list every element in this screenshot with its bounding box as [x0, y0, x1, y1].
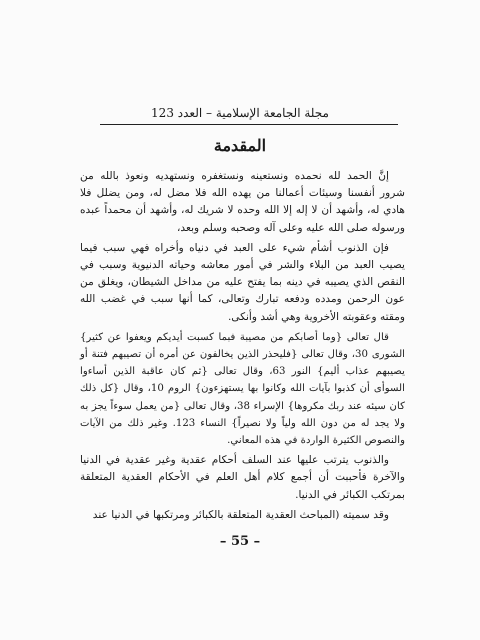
page-number: – 55 –: [219, 534, 261, 549]
paragraph-verses: قال تعالى {وما أصابكم من مصيبة فبما كسبت أيديكم ويعفوا عن كثير} الشورى 30، وقال تعالى {فليحذر الذين يخالفون عن أمره أن تصيبهم فتنة أو يصيبهم عذاب أليم} النور 63، وقال تعالى {ثم كان عاقبة الذين أساءوا السوأى أن كذبوا بآيات الله وكانوا بها يستهزءون} الروم 10، وقال {كل ذلك كان سيئه عند ربك مكروها} الإسراء 38، وقال تعالى {من يعمل سوءاً يجز به ولا يجد له من دون الله ولياً ولا نصيراً} النساء 123. وغير ذلك من الآيات والنصوص الكثيرة الواردة في هذه المعاني.: [80, 331, 406, 447]
paragraph-title-note: وقد سميته (المباحث العقدية المتعلقة بالكبائر ومرتكبها في الدنيا عند: [92, 508, 389, 521]
paragraph-intro: إنَّ الحمد لله نحمده ونستعينه ونستغفره ونستهديه ونعوذ بالله من شرور أنفسنا وسيئات أعمالنا من يهده الله فلا مضل له، ومن يضلل فلا هادي له، وأشهد أن لا إله إلا الله وحده لا شريك له، وأشهد أن محمداً عبده ورسوله صلى الله عليه وعلى آله وصحبه وسلم وبعد،: [80, 170, 405, 234]
header-rule: [100, 124, 398, 125]
paragraph-sins: فإن الذنوب أشأم شيء على العبد في دنياه وأخراه فهي سبب فيما يصيب العبد من البلاء والشر في أمور معاشه وحياته الدنيوية وسبب في النقص الذي يصيبه في دينه بما يفتح عليه من مداخل الشيطان، ويغلق من عون الرحمن ومدده ودفعه تبارك وتعالى، كما أنها سبب في غضب الله ومقته وعقوبته الأخروية وهي أشد وأنكى.: [80, 241, 405, 323]
running-header: مجلة الجامعة الإسلامية – العدد 123: [151, 106, 329, 120]
section-title: المقدمة: [213, 136, 267, 155]
body-text: [80, 168, 405, 527]
paragraph-rulings: والذنوب يترتب عليها عند السلف أحكام عقدية وغير عقدية في الدنيا والآخرة فأحببت أن أجمع كلام أهل العلم في الأحكام العقدية المتعلقة بمرتكب الكبائر في الدنيا.: [80, 454, 405, 501]
